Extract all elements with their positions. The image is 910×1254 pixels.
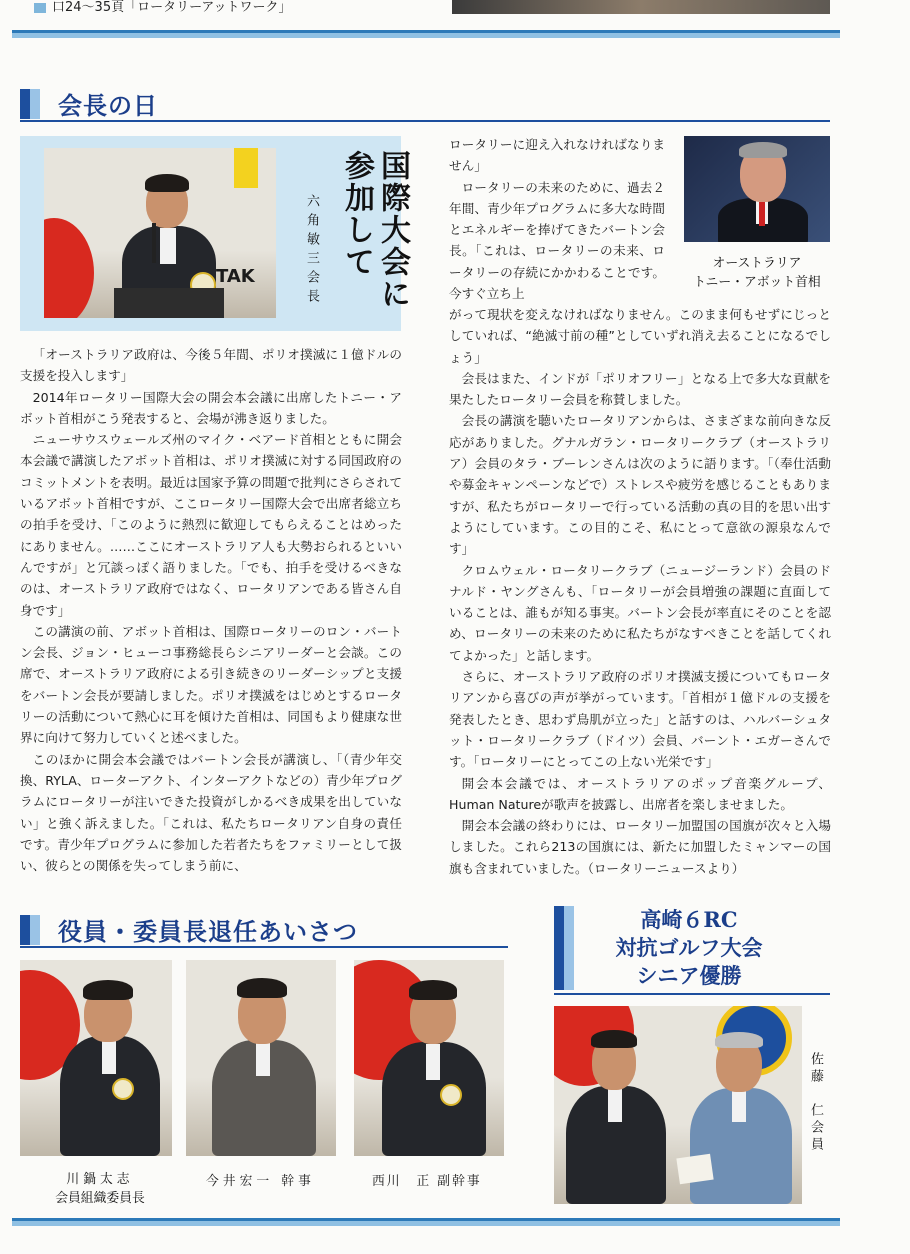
golf-underline (554, 993, 830, 995)
retirement-section-title: 役員・委員長退任あいさつ (58, 917, 358, 946)
retirement-heading (20, 912, 358, 947)
retiree-1-name: 川鍋太志 (66, 1172, 134, 1187)
abbott-caption-name: トニー・アボット首相 (693, 275, 821, 290)
paragraph: 開会本会議の終わりには、ロータリー加盟国の国旗が次々と入場しました。これら213の国旗には、新たに加盟したミャンマーの国旗も含まれていました。（ロータリーニュースより） (449, 818, 831, 876)
paragraph: 開会本会議では、オーストラリアのポップ音楽グループ、Human Natureが歌声を披露し、出席者を楽しませました。 (449, 775, 831, 812)
byline: 六角敏三会長 (304, 194, 319, 308)
paragraph: 「オーストラリア政府は、今後５年間、ポリオ撲滅に１億ドルの支援を投入します」 (20, 347, 402, 384)
left-column-text (20, 344, 402, 876)
heading-underline (20, 120, 830, 122)
retiree-2-caption (206, 1170, 356, 1189)
paragraph: さらに、オーストラリア政府のポリオ撲滅支援についてもロータリアンから喜びの声が挙がっています。「首相が１億ドルの支援を発表したとき、思わず鳥肌が立った」と話すのは、ハルバーシュタット・ロータリークラブ（ドイツ）会員、バーント・エガーさんです。「ロータリーにとってこの上ない光栄です」 (449, 669, 831, 770)
golf-bar-light (564, 906, 574, 990)
right-column-text (449, 304, 831, 879)
feature-box (20, 136, 410, 331)
retiree-photo-3 (354, 960, 504, 1156)
paragraph: 2014年ロータリー国際大会の開会本会議に出席したトニー・アボット首相がこう発表すると、会場が沸き返りました。 (20, 389, 402, 426)
golf-title-line1: 高崎６RC (640, 907, 738, 932)
paragraph: がって現状を変えなければなりません。このまま何もせずにじっとしていれば、“絶滅寸前の種”としていずれ消え去ることになるでしょう」 (449, 307, 831, 365)
retiree-photo-1 (20, 960, 172, 1156)
retiree-2-role: 幹事 (281, 1174, 315, 1189)
paragraph: 会長はまた、インドが「ポリオフリー」となる上で多大な貢献を果たしたロータリー会員を称賛しました。 (449, 370, 831, 408)
abbott-caption-country: オーストラリア (712, 256, 802, 271)
abbott-photo (684, 136, 830, 242)
previous-page-photo-edge (452, 0, 830, 14)
abbott-caption (676, 254, 838, 292)
previous-page-note: 口24～35頁「ロータリーアットワーク」 (34, 0, 292, 15)
president-day-heading (20, 86, 158, 121)
feature-title: 国際大会に参加して (339, 150, 410, 310)
bottom-divider (12, 1218, 840, 1226)
paragraph: 会長の講演を聴いたロータリアンからは、さまざまな前向きな反応がありました。グナルガラン・ロータリークラブ（オーストラリア）会員のタラ・ブーレンさんは次のように語ります。「（奉仕活動や募金キャンペーンなどで）ストレスや疲労を感じることもありますが、私たちがロータリーで行っている活動の真の目的を思い出すようにしています。この目的こそ、私にとって意欲の源泉なんです」 (449, 413, 832, 557)
golf-title-line3: シニア優勝 (636, 963, 742, 988)
paragraph: クロムウェル・ロータリークラブ（ニュージーランド）会員のドナルド・ヤングさんも、「ロータリーが会員増強の課題に直面していることは、誰もが知る事実。バートン会長が率直にそのことを認め、ロータリーの未来のために私たちがなすべきことを話してくれてよかった」と話します。 (449, 562, 831, 663)
top-divider (12, 30, 840, 38)
retiree-2-name: 今井宏一 (206, 1174, 274, 1189)
paragraph: ロータリーの未来のために、過去２年間、青少年プログラムに多大な時間とエネルギーを捧げてきたバートン会長。「これは、ロータリーの未来、ロータリーの存続にかかわることです。今すぐ立ち上 (449, 179, 665, 302)
retirement-underline (20, 946, 508, 948)
retiree-1-role: 会員組織委員長 (55, 1191, 145, 1206)
retiree-3-caption (372, 1170, 522, 1189)
paragraph: ニューサウスウェールズ州のマイク・ベアード首相とともに開会本会議で講演したアボット首相は、ポリオ撲滅に対する同国政府のコミットメントを表明。最近は国家予算の問題で批判にさらされているアボット首相ですが、ここロータリー国際大会で出席者総立ちの拍手を受け、「このように熱烈に歓迎してもらえることはめったにありません。……ここにオーストラリア人も大勢おられるといいんですが」と冗談っぽく語りました。「でも、拍手を受けるべきなのは、オーストラリア政府ではなく、ロータリアンである皆さん自身です」 (20, 432, 402, 618)
president-photo: TAK (44, 148, 276, 318)
golf-title (584, 906, 794, 990)
right-column-top-text (449, 134, 665, 304)
golf-winner-name: 佐藤 仁会員 (808, 1052, 823, 1154)
golf-title-line2: 対抗ゴルフ大会 (615, 935, 763, 960)
retiree-3-role: 副幹事 (437, 1174, 482, 1189)
paragraph: ロータリーに迎え入れなければなりません」 (449, 137, 665, 174)
retiree-3-name: 西川 正 (372, 1174, 432, 1189)
golf-winner-photo (554, 1006, 802, 1204)
paragraph: このほかに開会本会議ではバートン会長が講演し、「（青少年交換、RYLA、ローターアクト、インターアクトなどの）青少年プログラムにロータリーが注いできた投資がしかるべき成果を出していない」と強く訴えました。「これは、私たちロータリアン自身の責任です。青少年プログラムに参加した若者たちをファミリーとして扱い、彼らとの関係を失ってしまう前に、 (20, 751, 402, 874)
section-title: 会長の日 (58, 91, 158, 120)
retiree-photo-2 (186, 960, 336, 1156)
golf-bar-dark (554, 906, 564, 990)
paragraph: この講演の前、アボット首相は、国際ロータリーのロン・バートン会長、ジョン・ヒューコ事務総長らシニアリーダーと会談。この席で、オーストラリア政府による引き続きのリーダーシップと支援をバートン会長が要請しました。ポリオ撲滅をはじめとするロータリーの活動について熱心に耳を傾けた首相は、同国もより健康な世界に向けて努力していくと述べました。 (20, 623, 402, 746)
